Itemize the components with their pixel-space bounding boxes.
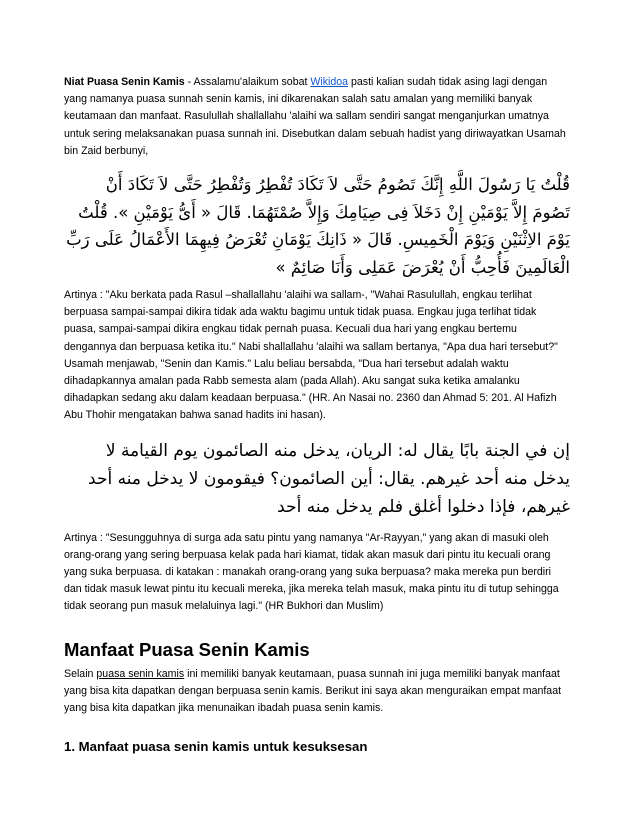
- section-paragraph: [64, 666, 570, 718]
- subheading-1: 1. Manfaat puasa senin kamis untuk kesuksesan: [64, 739, 368, 755]
- intro-text-before-link: - Assalamu'alaikum sobat: [184, 76, 311, 88]
- hadith-arabic-1: قُلْتُ يَا رَسُولَ اللَّهِ إِنَّكَ تَصُومُ حَتَّى لاَ تَكَادَ تُفْطِرُ وَتُفْطِرُ حَتَّى لاَ تَكَادَ أَنْ تَصُومَ إِلاَّ يَوْمَيْنِ إِنْ دَخَلاَ فِى صِيَامِكَ وَإِلاَّ صُمْتَهُمَا. قَالَ « أَىُّ يَوْمَيْنِ ». قُلْتُ يَوْمَ الاِثْنَيْنِ وَيَوْمَ الْخَمِيسِ. قَالَ « ذَانِكَ يَوْمَانِ تُعْرَضُ فِيهِمَا الأَعْمَالُ عَلَى رَبِّ الْعَالَمِينَ فَأُحِبُّ أَنْ يُعْرَضَ عَمَلِى وَأَنَا صَائِمٌ »: [66, 175, 570, 277]
- section-text-before-link: Selain: [64, 667, 97, 680]
- intro-bold-title: Niat Puasa Senin Kamis: [64, 76, 185, 88]
- hadith-translation-2: Artinya : "Sesungguhnya di surga ada satu pintu yang namanya "Ar-Rayyan," yang akan di masuki oleh orang-orang yang sering berpuasa kelak pada hari kiamat, tidak akan masuk dari pintu itu kecuali orang yang suka berpuasa. di katakan : manakah orang-orang yang suka berpuasa? maka mereka pun berdiri dan tidak masuk lewat pintu itu kecuali mereka, jika mereka telah masuk, maka pintu itu di tutup sehingga tidak seorang pun masuk melaluinya lagi." (HR Bukhori dan Muslim): [64, 531, 559, 613]
- hadith-arabic-2: إن في الجنة بابًا يقال له: الريان، يدخل منه الصائمون يوم القيامة لا يدخل منه أحد غيرهم. يقال: أين الصائمون؟ فيقومون لا يدخل منه أحد غيرهم، فإذا دخلوا أغلق فلم يدخل منه أحد: [88, 440, 570, 517]
- section-text-after-link: ini memiliki banyak keutamaan, puasa sunnah ini juga memiliki banyak manfaat yang bisa kita dapatkan dengan berpuasa senin kamis. Berikut ini saya akan menguraikan empat manfaat yang bisa kita dapatkan jika menunaikan ibadah puasa senin kamis.: [64, 667, 562, 715]
- intro-text-after-link: pasti kalian sudah tidak asing lagi dengan yang namanya puasa sunnah senin kamis, ini dikarenakan salah satu amalan yang memiliki banyak keutamaan dan manfaat. Rasulullah shallallahu 'alaihi wa sallam sendiri sangat menganjurkan umatnya untuk sering melaksanakan puasa sunnah ini. Disebutkan dalam sebuah hadist yang diriwayatkan Usamah bin Zaid berbunyi,: [64, 76, 566, 157]
- intro-paragraph: [64, 74, 570, 160]
- puasa-senin-kamis-link[interactable]: puasa senin kamis: [96, 667, 185, 680]
- wikidoa-link[interactable]: Wikidoa: [310, 76, 349, 88]
- hadith-translation-1: Artinya : "Aku berkata pada Rasul –shallallahu 'alaihi wa sallam-, "Wahai Rasulullah, engkau terlihat berpuasa sampai-sampai dikira tidak ada waktu bagimu untuk tidak puasa. Engkau juga terlihat tidak puasa, sampai-sampai dikira engkau tidak pernah puasa. Kecuali dua hari yang engkau bertemu dengannya dan berpuasa ketika itu." Nabi shallallahu 'alaihi wa sallam bertanya, "Apa dua hari tersebut?" Usamah menjawab, "Senin dan Kamis." Lalu beliau bersabda, "Dua hari tersebut adalah waktu dihadapkannya amalan pada Rabb semesta alam (pada Allah). Aku sangat suka ketika amalanku dihadapkan sedang aku dalam keadaan berpuasa." (HR. An Nasai no. 2360 dan Ahmad 5: 201. Al Hafizh Abu Thohir mengatakan bahwa sanad hadits ini hasan).: [64, 289, 558, 422]
- section-heading: Manfaat Puasa Senin Kamis: [64, 638, 310, 660]
- article-body: [64, 74, 570, 756]
